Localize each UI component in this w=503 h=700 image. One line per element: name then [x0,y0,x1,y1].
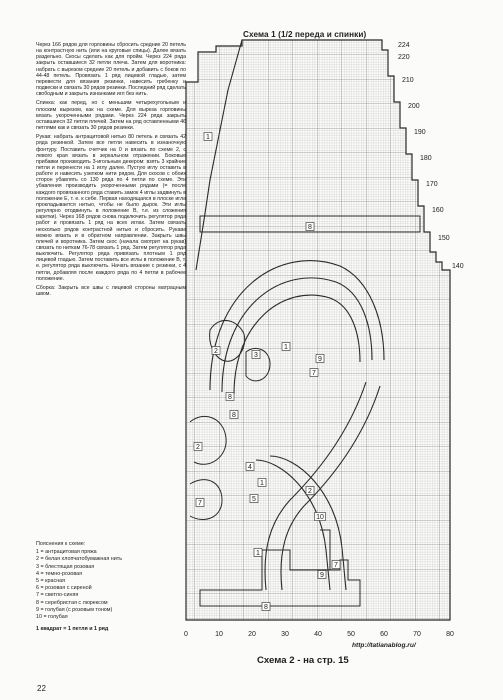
svg-text:7: 7 [334,562,338,569]
x-tick-label: 60 [380,631,388,638]
legend-item: 4 = темно-розовая [36,570,83,577]
y-tick-label: 140 [452,263,464,270]
site-url: http://tatianablog.ru/ [352,642,416,649]
instructions-text [36,42,186,297]
svg-text:9: 9 [320,572,324,579]
x-tick-label: 40 [314,631,322,638]
svg-text:4: 4 [248,464,252,471]
legend-item: 7 = светло-синяя [36,592,79,599]
page-number: 22 [37,684,46,693]
y-tick-label: 220 [398,54,410,61]
zone-label-low-d [250,495,258,504]
instructions-paragraph: Спинка: как перед, но с меньшим четырехугольным и плоским вырезом, как на схеме. Для выреза горловины вязать укороченными рядами. Через 224 ряда закрыть оставшиеся 32 петли плечей. Затем на ряд оставленными 46 петлями как и связать 30 рядов резинки. [36,100,186,132]
y-tick-label: 190 [414,129,426,136]
legend-item: 9 = голубая (с розовым тоном) [36,606,113,613]
svg-text:10: 10 [316,514,324,521]
svg-text:8: 8 [228,394,232,401]
zone-label-mid-b [316,355,324,364]
x-tick-label: 0 [184,631,188,638]
x-axis-labels [184,631,454,638]
y-tick-label: 180 [420,155,432,162]
svg-text:5: 5 [252,496,256,503]
zone-label-bot-a [254,549,262,558]
zone-label-bot-c [318,571,326,580]
zone-label-bot-b [332,561,340,570]
legend-unit: 1 квадрат = 1 петля и 1 ряд [36,626,109,633]
legend-item: 3 = блестящая розовая [36,563,95,570]
legend-item: 2 = белая хлопчатобумажная нить [36,556,123,563]
y-tick-label: 224 [398,42,410,49]
svg-text:2: 2 [308,488,312,495]
zone-label-low-c [306,487,314,496]
zone-label-ring-b [252,351,260,360]
svg-text:8: 8 [264,604,268,611]
legend-title: Пояснения к схеме: [36,541,86,547]
svg-text:7: 7 [198,500,202,507]
x-tick-label: 70 [413,631,421,638]
legend-item: 5 = красная [36,578,66,585]
instructions-paragraph: Рукав: набрать антрацитовой нитью 80 петель и связать 42 ряда резинкой. Затем все петли навесить в изнаночную фонтуру. Поставить счетчик на 0 и вязать по схеме 2, с левого края вязать в зеркальном отражении. Боковые прибавки производить 3-игольным декером: взять 3 крайние петли и перенести на 1 иглу далее. Пустую иглу оставить в работе и навесить узелком нити рядом. Для скосов с обоих сторон убавлять со 130 ряда по 4 петли по схеме. Эти убавления производить укороченными рядами (= после каждого провязанного ряда ставить замок 4 иглы задвинуть в положение Е, т. е. к себе. Первая находящаяся в плоске игла прокладывается нитью, чтобы не было дырок. Эти иглы регулярно отодвинуть в положение В, т.е. из сложения каретки). Через 168 рядов снова подключить регулятор ряда работ и провязать 1 ряд на всех иглах. Затем связать несколько рядов контрастной нитью и сбросить. Рукава можно вязать и в обратном направлении. Закрыть швы плечей и воротника. Затем скос (начала смотрит на рукав) связать по ниткам 76-78 связать 1 ряд. Затем регулятор ряда выключить. Регулятор ряда привязать плотным 1 ряд лицевой гладью. Затем поставить все иглы в положение В, т. е. регулятор ряда выключить. Начать вязание с резинки, с 4 петли, добавляя после каждого ряда по 4 петли в рабочее положение. [36,134,186,282]
y-tick-label: 160 [432,207,444,214]
svg-text:9: 9 [318,356,322,363]
instructions-paragraph: Сборка: Закрыть все швы с лицевой стороны матрацным швом. [36,284,186,298]
y-tick-label: 210 [402,77,414,84]
svg-text:7: 7 [312,370,316,377]
instructions-paragraph: Через 166 рядов для горловины сбросить средние 20 петель на контрастную нить (или на круговые спицы). Далее вязать раздельно. Скосы сделать как для пройм. Через 224 ряда закрыть оставшиеся 32 петли плеча. Затем для воротника: набрать с вырезом средние 20 петель и добавить с боков по 44-48 петель. Провязать 1 ряд лицевой гладью, затем перевести для вязания резинки, навесить гребенку и подвески и связать 30 рядов резинки. Последний ряд сделать свободным и закрыть изнанками игл без нить. [36,42,187,98]
zone-label-mid-c [310,369,318,378]
svg-text:3: 3 [254,352,258,359]
y-tick-label: 200 [408,103,420,110]
x-tick-label: 10 [215,631,223,638]
legend-item: 8 = серебристая с люрексом [36,599,108,606]
knitting-scheme [170,30,470,646]
svg-text:1: 1 [206,134,210,141]
x-tick-label: 20 [248,631,256,638]
scheme-title: Схема 1 (1/2 переда и спинки) [243,30,367,39]
zone-label-band [306,223,314,232]
zone-label-bot-d [262,603,270,612]
legend-item: 1 = антрацитовая пряжа [36,549,97,556]
zone-label-low-e [315,513,326,522]
color-legend [36,541,186,633]
svg-text:8: 8 [308,224,312,231]
zone-label-left-a [194,443,202,452]
svg-text:1: 1 [260,480,264,487]
zone-label-left-c [196,499,204,508]
zone-label-mid-a [226,393,234,402]
x-tick-label: 50 [347,631,355,638]
zone-label-low-b [258,479,266,488]
zone-label-left-b [230,411,238,420]
zone-label-ring-c [282,343,290,352]
y-tick-label: 150 [438,235,450,242]
zone-label-top [204,133,212,142]
y-tick-label: 170 [426,181,438,188]
garment-outline [186,40,450,620]
svg-text:2: 2 [196,444,200,451]
x-tick-label: 80 [446,631,454,638]
scheme2-reference: Схема 2 - на стр. 15 [257,655,349,666]
x-tick-label: 30 [281,631,289,638]
svg-text:2: 2 [214,348,218,355]
legend-item: 6 = розовая с сиреной [36,585,92,592]
zone-label-low-a [246,463,254,472]
svg-text:1: 1 [284,344,288,351]
svg-text:1: 1 [256,550,260,557]
svg-text:8: 8 [232,412,236,419]
legend-item: 10 = голубая [36,614,68,621]
zone-label-ring-a [212,347,220,356]
